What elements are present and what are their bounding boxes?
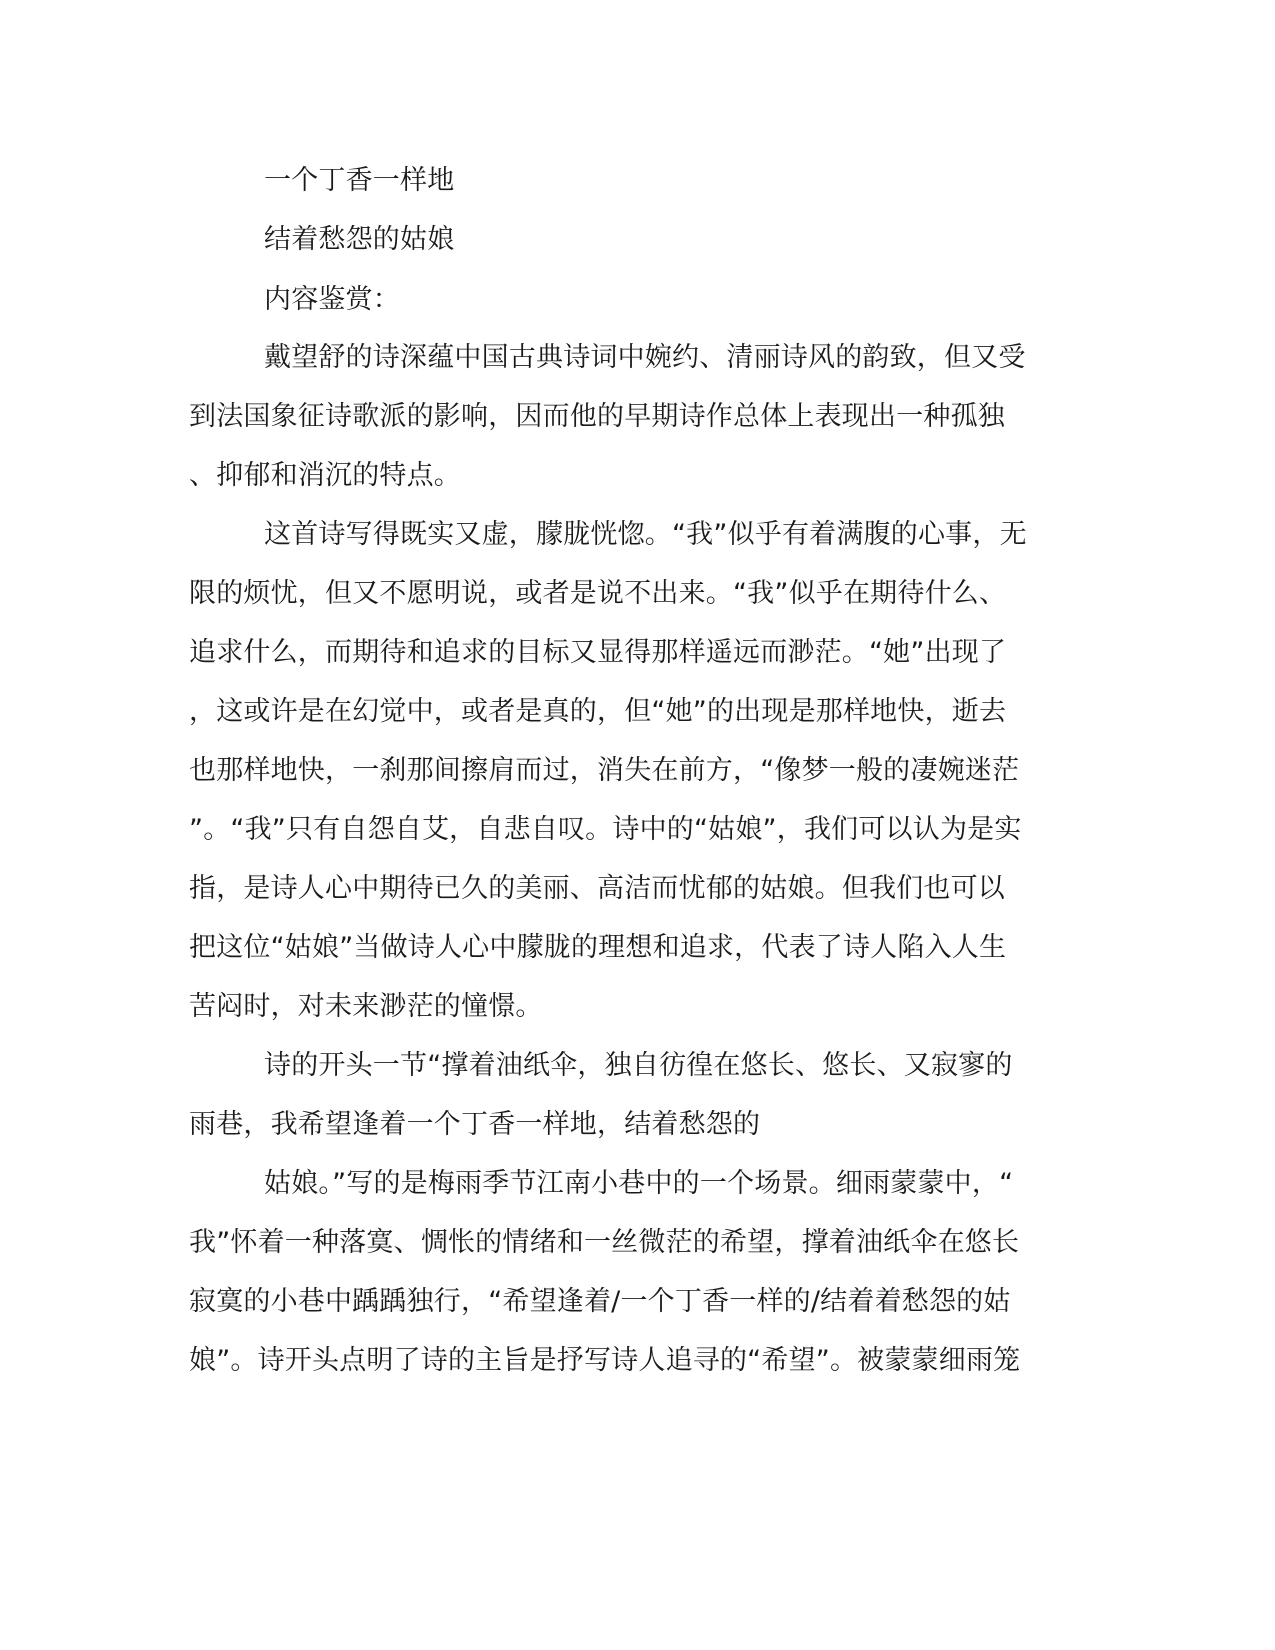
text-line: 限的烦忧，但又不愿明说，或者是说不出来。“我”似乎在期待什么、 [189, 578, 1007, 609]
text-line: 娘”。诗开头点明了诗的主旨是抒写诗人追寻的“希望”。被蒙蒙细雨笼 [189, 1345, 1021, 1376]
text-line: 雨巷，我希望逢着一个丁香一样地，结着愁怨的 [189, 1109, 761, 1140]
text-line: 这首诗写得既实又虚，朦胧恍惚。“我”似乎有着满腹的心事，无 [264, 519, 1027, 550]
text-line: 姑娘。”写的是梅雨季节江南小巷中的一个场景。细雨蒙蒙中，“ [264, 1168, 1014, 1199]
section-heading: 内容鉴赏： [264, 284, 400, 315]
text-line: 苦闷时，对未来渺茫的憧憬。 [189, 991, 543, 1022]
text-line: 我”怀着一种落寞、惆怅的情绪和一丝微茫的希望，撑着油纸伞在悠长 [189, 1227, 1020, 1258]
text-line: 指，是诗人心中期待已久的美丽、高洁而忧郁的姑娘。但我们也可以 [189, 873, 1005, 904]
text-line: 诗的开头一节“撑着油纸伞，独自彷徨在悠长、悠长、又寂寥的 [264, 1050, 1013, 1081]
text-line: 结着愁怨的姑娘 [264, 224, 455, 255]
text-line: 也那样地快，一刹那间擦肩而过，消失在前方，“像梦一般的凄婉迷茫 [189, 755, 1020, 786]
text-line: 追求什么，而期待和追求的目标又显得那样遥远而渺茫。“她”出现了 [189, 637, 1007, 668]
text-line: 把这位“姑娘”当做诗人心中朦胧的理想和追求，代表了诗人陷入人生 [189, 932, 1007, 963]
text-line: 、抑郁和消沉的特点。 [189, 460, 461, 491]
text-line: ”。“我”只有自怨自艾，自悲自叹。诗中的“姑娘”，我们可以认为是实 [189, 814, 1022, 845]
text-line: 到法国象征诗歌派的影响，因而他的早期诗作总体上表现出一种孤独 [189, 401, 1005, 432]
text-line: 一个丁香一样地 [264, 165, 455, 196]
text-line: 戴望舒的诗深蕴中国古典诗词中婉约、清丽诗风的韵致，但又受 [264, 342, 1026, 373]
text-line: 寂寞的小巷中踽踽独行，“希望逢着/一个丁香一样的/结着着愁怨的姑 [189, 1286, 1011, 1317]
text-line: ，这或许是在幻觉中，或者是真的，但“她”的出现是那样地快，逝去 [189, 696, 1007, 727]
